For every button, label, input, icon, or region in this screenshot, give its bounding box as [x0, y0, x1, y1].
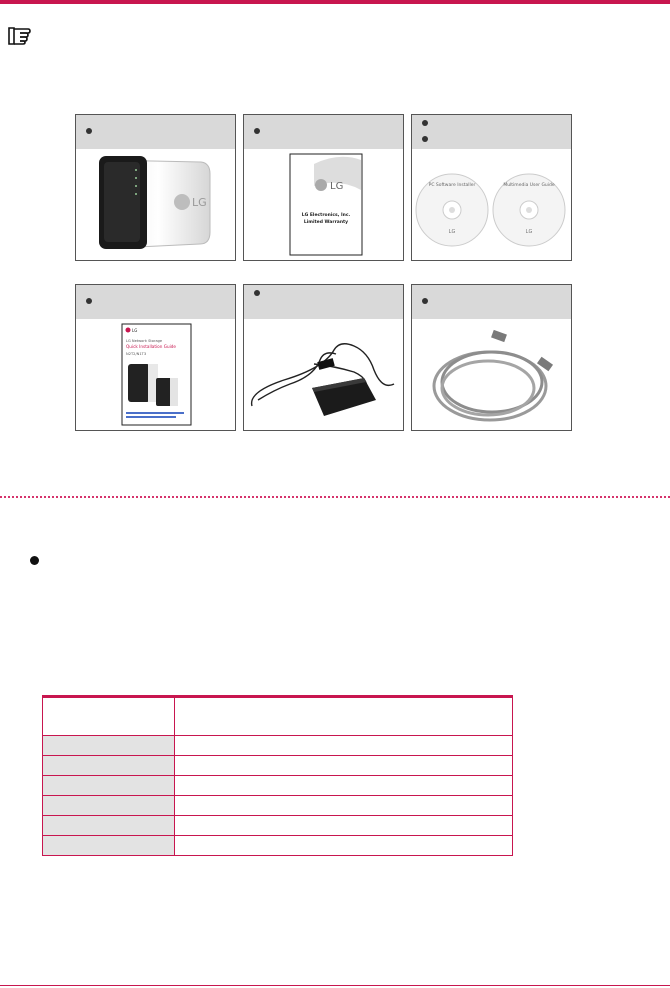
disc-label: PC Software Installer — [428, 183, 476, 188]
table-cell — [175, 816, 513, 836]
disc-label: Multimedia User Guide — [503, 183, 555, 188]
card-power-adapter — [243, 284, 404, 431]
pointing-hand-icon — [6, 24, 32, 46]
bottom-rule — [0, 985, 670, 986]
bullet-dot — [254, 290, 260, 296]
guide-line: N2T2/N1T3 — [126, 352, 147, 356]
table-cell — [43, 736, 175, 756]
guide-line: Quick Installation Guide — [126, 344, 176, 349]
bullet-dot — [86, 128, 92, 134]
card-logo: LG — [192, 196, 207, 209]
bullet-dot — [422, 136, 428, 142]
table-row — [43, 736, 513, 756]
lan-cable-image — [412, 320, 571, 430]
table-cell — [43, 836, 175, 856]
card-quick-guide — [75, 284, 236, 431]
bullet-dot — [422, 120, 428, 126]
table-row — [43, 756, 513, 776]
table-cell — [175, 796, 513, 816]
table-cell — [43, 776, 175, 796]
card-software-discs — [411, 114, 572, 261]
table-cell — [43, 756, 175, 776]
card-header — [412, 285, 571, 319]
card-logo: LG — [330, 181, 344, 192]
card-nas-device — [75, 114, 236, 261]
table-row — [43, 836, 513, 856]
bullet-dot — [86, 298, 92, 304]
booklet-line: LG Electronics, Inc. — [301, 213, 351, 218]
table-cell — [43, 816, 175, 836]
warranty-booklet-image — [244, 150, 403, 260]
table-cell — [175, 836, 513, 856]
disc-logo: LG — [448, 229, 456, 235]
table-cell — [175, 697, 513, 736]
booklet-line: Limited Warranty — [303, 220, 349, 225]
card-header — [412, 115, 571, 149]
spec-table — [42, 695, 513, 856]
table-cell — [43, 697, 175, 736]
card-header — [76, 115, 235, 149]
table-row — [43, 796, 513, 816]
section-divider — [0, 496, 670, 498]
disc-images — [412, 150, 571, 260]
card-lan-cable — [411, 284, 572, 431]
top-rule — [0, 0, 670, 4]
guide-line: LG Network Storage — [126, 339, 163, 343]
table-header-row — [43, 697, 513, 736]
guide-logo: LG — [132, 328, 138, 333]
table-row — [43, 816, 513, 836]
card-header — [244, 115, 403, 149]
card-header — [244, 285, 403, 319]
table-cell — [175, 776, 513, 796]
bullet-dot — [422, 298, 428, 304]
quick-guide-image — [76, 320, 235, 430]
table-cell — [175, 736, 513, 756]
power-adapter-image — [244, 320, 403, 430]
nas-device-image — [76, 150, 235, 260]
disc-logo: LG — [525, 229, 533, 235]
table-cell — [175, 756, 513, 776]
bullet-dot — [30, 556, 39, 565]
card-header — [76, 285, 235, 319]
table-cell — [43, 796, 175, 816]
bullet-dot — [254, 128, 260, 134]
card-warranty-booklet — [243, 114, 404, 261]
table-row — [43, 776, 513, 796]
